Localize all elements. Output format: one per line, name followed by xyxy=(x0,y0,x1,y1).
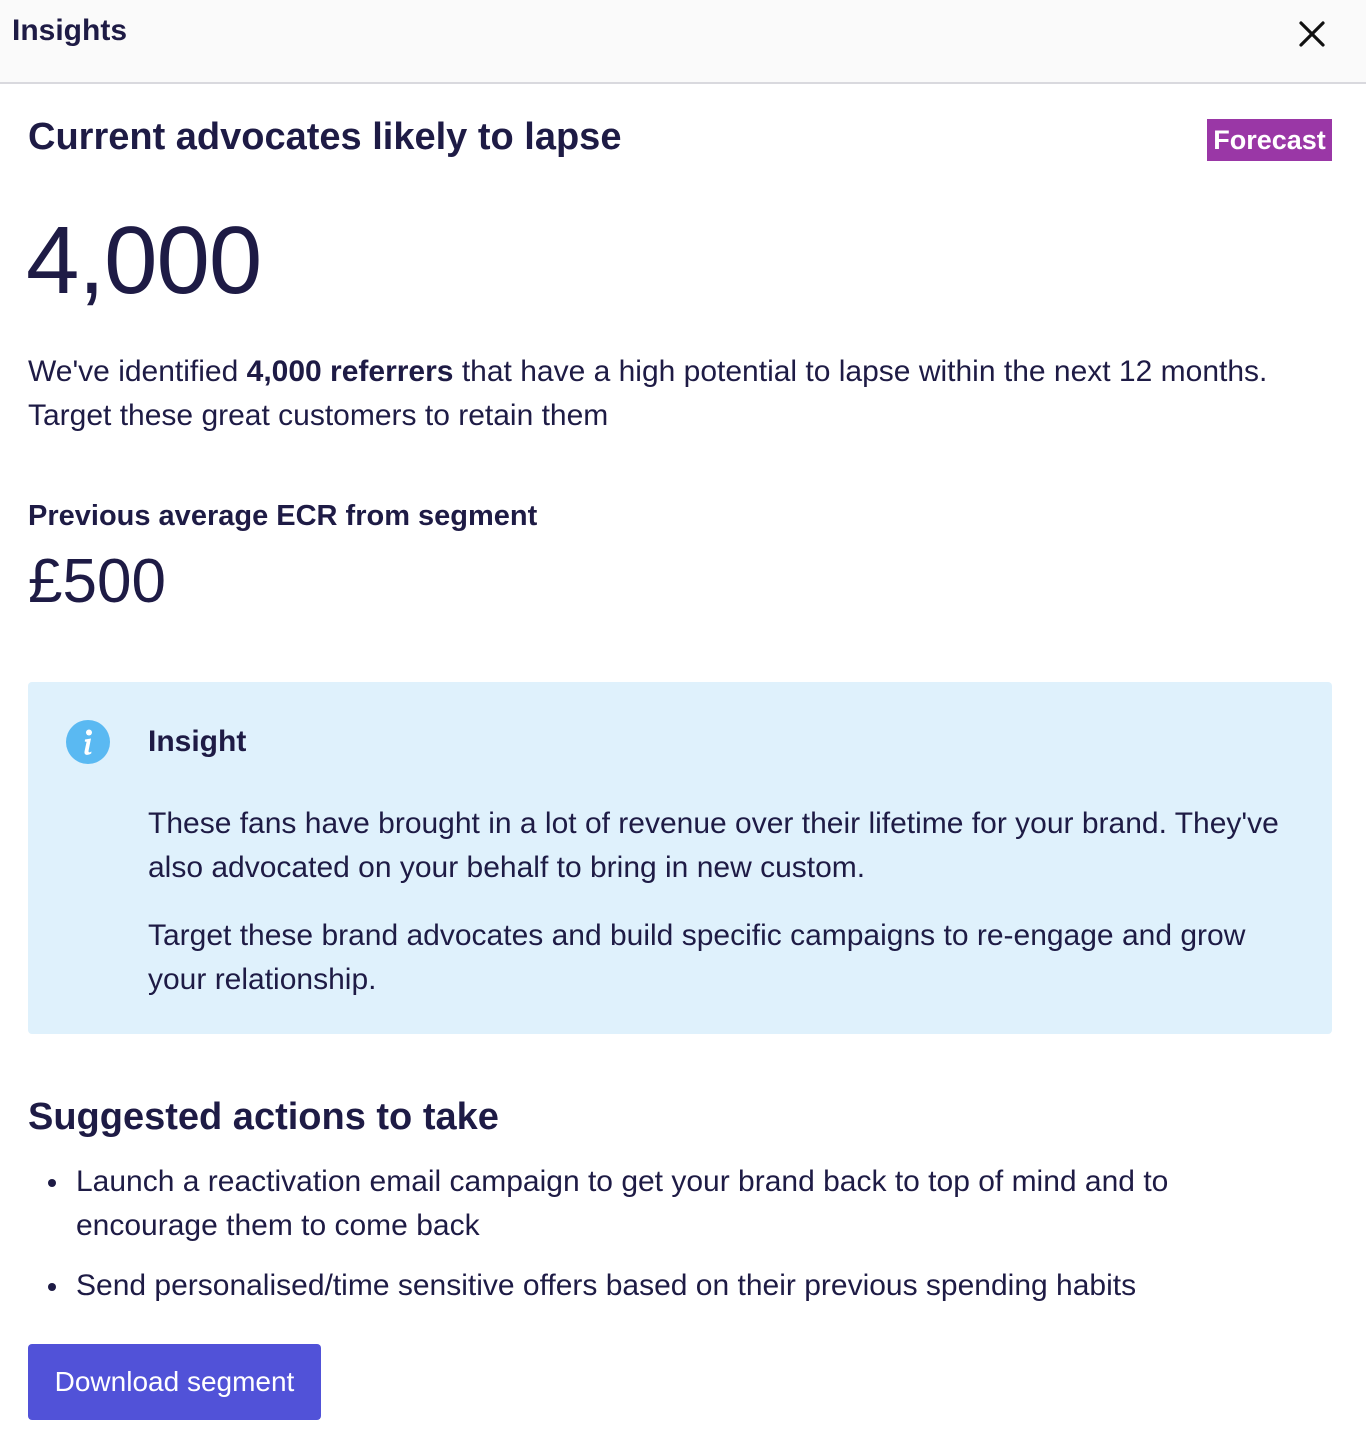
lapse-count: 4,000 xyxy=(26,207,262,314)
forecast-badge: Forecast xyxy=(1207,119,1332,161)
close-icon[interactable] xyxy=(1292,14,1332,54)
insight-callout xyxy=(28,682,1332,1034)
bullet-icon xyxy=(48,1179,56,1187)
insight-heading: Insight xyxy=(148,725,247,758)
action-item-text: Send personalised/time sensitive offers based on their previous spending habits xyxy=(76,1269,1137,1302)
action-item-text: Launch a reactivation email campaign to get your brand back to top of mind and to encourage them to come back xyxy=(76,1165,1169,1242)
bullet-icon xyxy=(48,1283,56,1291)
insight-paragraph-1: These fans have brought in a lot of revenue over their lifetime for your brand. They've also advocated on your behalf to bring in new custom. xyxy=(148,807,1279,884)
ecr-label: Previous average ECR from segment xyxy=(28,500,538,532)
close-button[interactable] xyxy=(1292,14,1332,54)
download-segment-button[interactable]: Download segment xyxy=(28,1344,321,1420)
info-icon xyxy=(66,720,110,764)
insight-card-title: Current advocates likely to lapse xyxy=(28,116,622,158)
panel-header xyxy=(0,0,1366,84)
suggested-actions-title: Suggested actions to take xyxy=(28,1096,499,1138)
suggested-actions-list xyxy=(28,1160,1318,1324)
ecr-value: £500 xyxy=(28,547,166,616)
panel-title: Insights xyxy=(12,14,128,47)
description-prefix: We've identified xyxy=(28,355,247,388)
action-item xyxy=(28,1160,1318,1248)
description-suffix: that have a high potential to lapse within the next 12 months. Target these great customers to retain them xyxy=(28,355,1268,432)
description-highlight: 4,000 referrers xyxy=(246,355,454,388)
insight-paragraph-2: Target these brand advocates and build specific campaigns to re-engage and grow your relationship. xyxy=(148,919,1246,996)
insight-description xyxy=(28,350,1288,438)
action-item xyxy=(28,1264,1318,1308)
